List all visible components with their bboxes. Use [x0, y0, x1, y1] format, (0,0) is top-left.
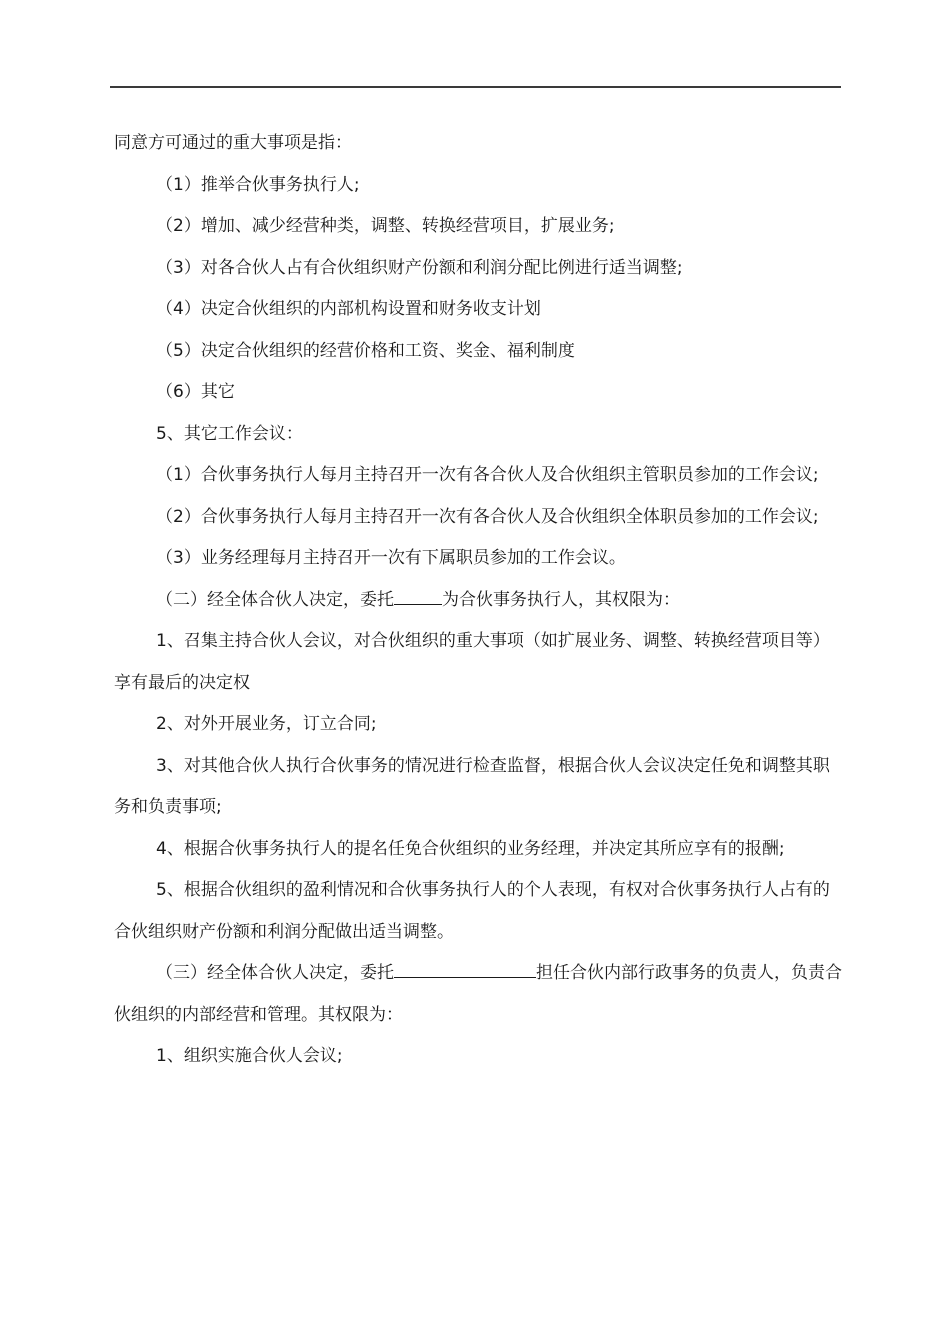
list-item [114, 497, 842, 539]
section-heading: 5、其它工作会议： [156, 423, 303, 444]
list-item [114, 621, 842, 704]
fill-in-blank[interactable] [394, 977, 536, 978]
list-item: （5）决定合伙组织的经营价格和工资、奖金、福利制度 [156, 340, 575, 361]
document-body [114, 123, 842, 1078]
header-rule [110, 86, 841, 88]
list-item-text: 1、召集主持合伙人会议，对合伙组织的重大事项（如扩展业务、调整、转换经营项目等）享有最后的决定权 [114, 631, 830, 693]
list-item [114, 746, 842, 829]
fill-in-blank[interactable] [394, 604, 442, 605]
list-item [114, 829, 842, 871]
list-item: （6）其它 [156, 382, 235, 402]
list-item-text: （1）合伙事务执行人每月主持召开一次有各合伙人及合伙组织主管职员参加的工作会议; [156, 465, 819, 485]
list-item-text: 4、根据合伙事务执行人的提名任免合伙组织的业务经理，并决定其所应享有的报酬; [156, 838, 785, 859]
list-item-text: 5、根据合伙组织的盈利情况和合伙事务执行人的个人表现，有权对合伙事务执行人占有的合伙组织财产份额和利润分配做出适当调整。 [114, 880, 830, 942]
list-item: 1、组织实施合伙人会议; [156, 1046, 343, 1066]
section-text: （二）经全体合伙人决定，委托 [156, 589, 394, 610]
section-text: 担任合伙内部行政事务的负责人，负责合伙组织的内部经营和管理。其权限为： [114, 963, 842, 1025]
paragraph: 同意方可通过的重大事项是指： [114, 133, 352, 153]
list-item: （3）对各合伙人占有合伙组织财产份额和利润分配比例进行适当调整; [156, 257, 683, 278]
list-item: 2、对外开展业务，订立合同; [156, 714, 377, 734]
section-heading [114, 953, 842, 1036]
list-item [114, 455, 842, 497]
list-item: （2）增加、减少经营种类，调整、转换经营项目，扩展业务; [156, 216, 615, 236]
section-text: （三）经全体合伙人决定，委托 [156, 963, 394, 983]
section-heading [114, 580, 842, 622]
section-text: 为合伙事务执行人，其权限为： [442, 589, 680, 610]
list-item [114, 870, 842, 953]
list-item: （4）决定合伙组织的内部机构设置和财务收支计划 [156, 299, 541, 319]
list-item: （3）业务经理每月主持召开一次有下属职员参加的工作会议。 [156, 548, 626, 568]
list-item-text: （2）合伙事务执行人每月主持召开一次有各合伙人及合伙组织全体职员参加的工作会议; [156, 506, 819, 527]
list-item-text: 3、对其他合伙人执行合伙事务的情况进行检查监督，根据合伙人会议决定任免和调整其职务和负责事项; [114, 755, 830, 817]
list-item: （1）推举合伙事务执行人; [156, 174, 360, 195]
